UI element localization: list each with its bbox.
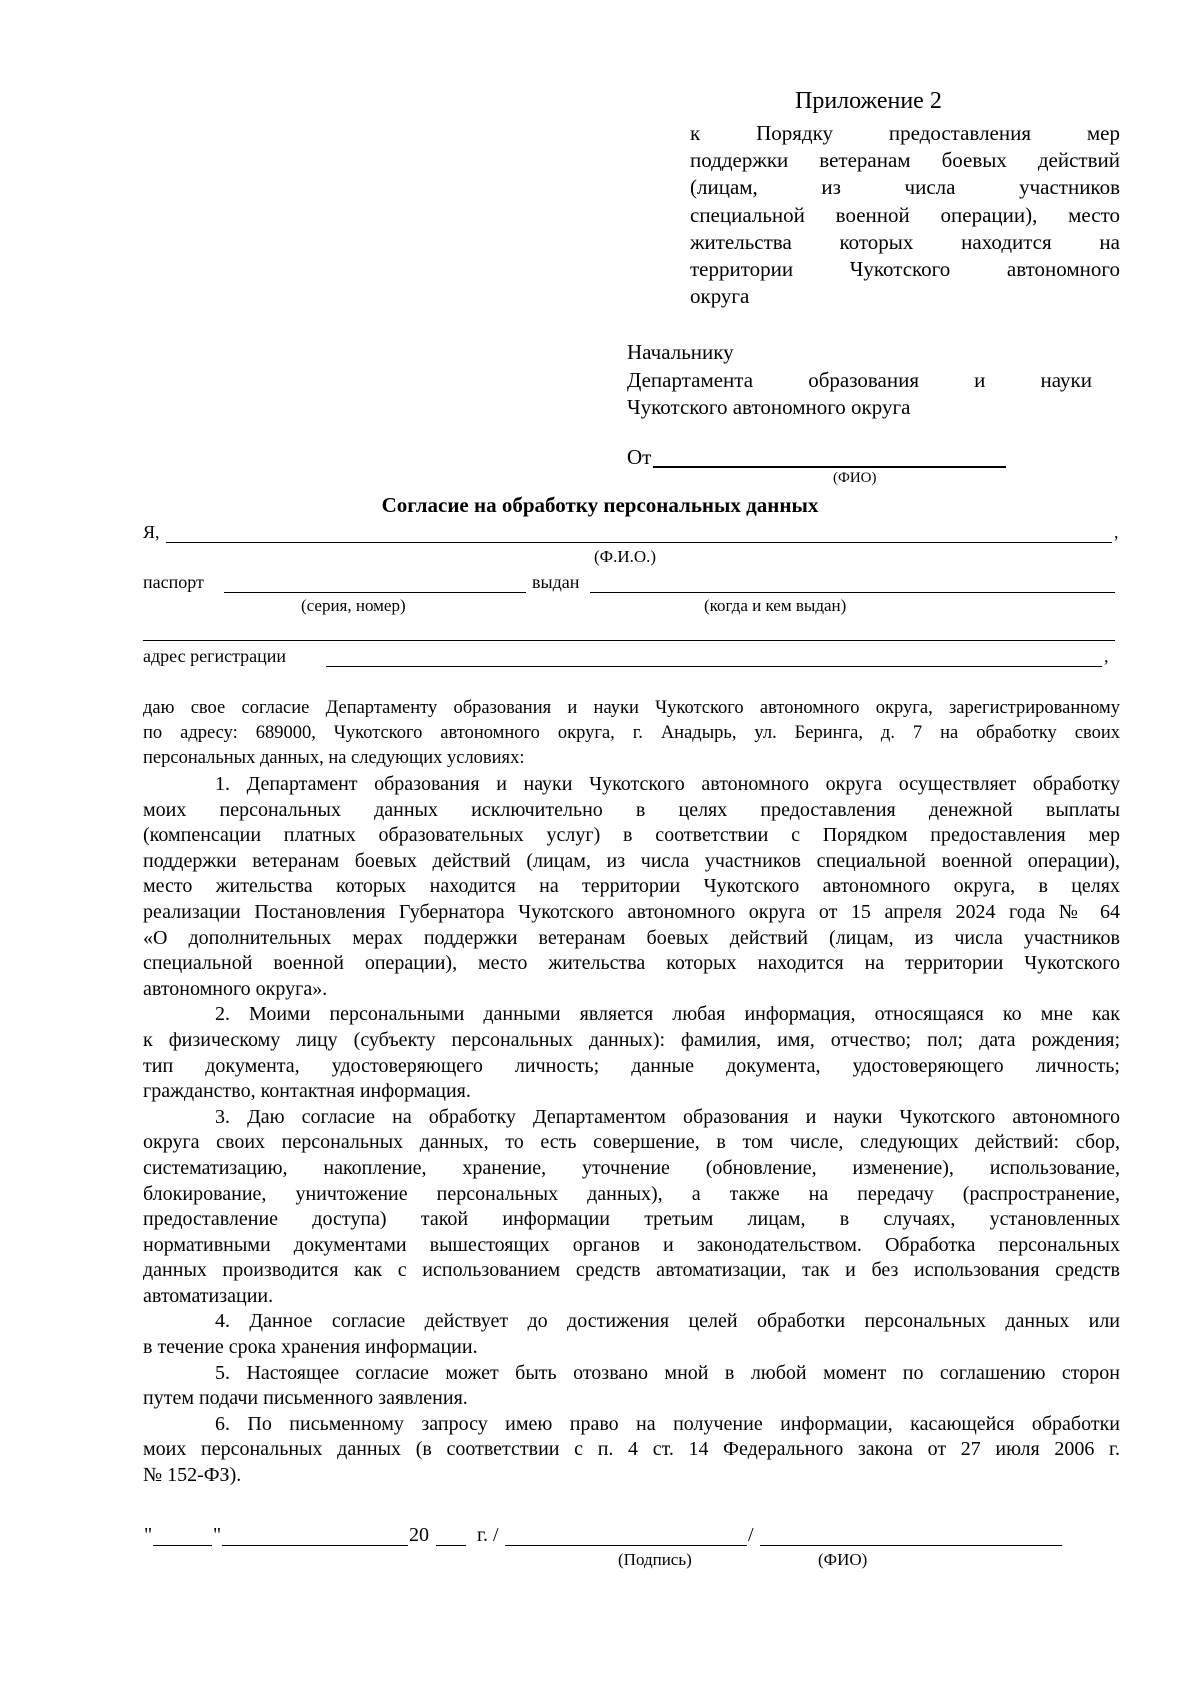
date-day-field[interactable] bbox=[153, 1545, 212, 1546]
annex-reference bbox=[690, 120, 1120, 310]
issued-label: выдан bbox=[532, 572, 580, 592]
i-label: Я, bbox=[143, 522, 160, 542]
signature-caption: (Подпись) bbox=[618, 1550, 692, 1569]
intro-line: по адресу: 689000, Чукотского автономного округа, г. Анадырь, ул. Беринга, д. 7 на обработку своих bbox=[143, 722, 1120, 743]
clause-line: округа своих персональных данных, то есть совершение, в том числе, следующих действий: сбор, bbox=[143, 1131, 1120, 1154]
date-quote-open: " bbox=[144, 1524, 153, 1546]
clause-line: 2. Моими персональными данными является любая информация, относящаяся ко мне как bbox=[215, 1003, 1120, 1026]
clause-line: «О дополнительных мерах поддержки ветеранам боевых действий (лицам, из числа участников bbox=[143, 926, 1120, 949]
address-field[interactable] bbox=[326, 666, 1102, 667]
intro-line: даю свое согласие Департаменту образования и науки Чукотского автономного округа, зарегистрированному bbox=[143, 698, 1120, 718]
date-year-field[interactable] bbox=[436, 1545, 466, 1546]
signature-field[interactable] bbox=[505, 1545, 747, 1546]
date-year-prefix: 20 bbox=[409, 1524, 429, 1546]
clause-line: тип документа, удостоверяющего личность; данные документа, удостоверяющего личность; bbox=[143, 1054, 1120, 1077]
clause-line: нормативными документами вышестоящих органов и законодательством. Обработка персональных bbox=[143, 1233, 1120, 1256]
clause-line: моих персональных данных (в соответствии с п. 4 ст. 14 Федерального закона от 27 июля 2006 г. bbox=[143, 1438, 1120, 1461]
date-year-suffix: г. / bbox=[477, 1524, 499, 1546]
addressee-line: Начальнику bbox=[627, 340, 734, 364]
annex-line: округа bbox=[690, 284, 750, 309]
from-label: От bbox=[627, 445, 652, 469]
address-comma: , bbox=[1104, 646, 1109, 666]
fio-comma: , bbox=[1114, 522, 1119, 542]
clauses-list bbox=[143, 772, 1120, 1489]
signature-slash: / bbox=[748, 1524, 754, 1546]
clause-line: гражданство, контактная информация. bbox=[143, 1080, 471, 1103]
annex-line: поддержки ветеранам боевых действий bbox=[690, 148, 1120, 173]
annex-line: (лицам, из числа участников bbox=[690, 175, 1120, 200]
clause-line: место жительства которых находится на территории Чукотского автономного округа, в целях bbox=[143, 875, 1120, 898]
from-fio-caption: (ФИО) bbox=[833, 470, 877, 486]
clause-line: 6. По письменному запросу имею право на получение информации, касающейся обработки bbox=[215, 1412, 1120, 1435]
clause-line: (компенсации платных образовательных услуг) в соответствии с Порядком предоставления мер bbox=[143, 824, 1120, 847]
clause-line: данных производится как с использованием средств автоматизации, так и без использования средств bbox=[143, 1259, 1120, 1282]
fio-field[interactable] bbox=[166, 542, 1112, 543]
passport-label: паспорт bbox=[143, 572, 204, 592]
clause-line: 4. Данное согласие действует до достижения целей обработки персональных данных или bbox=[215, 1310, 1120, 1333]
annex-line: специальной военной операции), место bbox=[690, 202, 1120, 227]
date-quote-close: " bbox=[213, 1524, 222, 1546]
intro-paragraph bbox=[143, 696, 1120, 770]
clause-line: 1. Департамент образования и науки Чукотского автономного округа осуществляет обработку bbox=[215, 773, 1120, 795]
address-label: адрес регистрации bbox=[143, 646, 287, 666]
passport-number-field[interactable] bbox=[224, 592, 526, 593]
clause-1 bbox=[143, 772, 1120, 1002]
clause-4 bbox=[143, 1309, 1120, 1360]
clause-line: 5. Настоящее согласие может быть отозвано мной в любой момент по соглашению сторон bbox=[215, 1361, 1120, 1384]
fio-caption: (Ф.И.О.) bbox=[594, 547, 657, 566]
clause-line: № 152-ФЗ). bbox=[143, 1464, 242, 1487]
passport-issued-field[interactable] bbox=[590, 592, 1115, 593]
annex-line: к Порядку предоставления мер bbox=[690, 121, 1120, 145]
series-caption: (серия, номер) bbox=[301, 596, 406, 615]
clause-line: блокирование, уничтожение персональных данных), а также на передачу (распространение, bbox=[143, 1182, 1120, 1205]
clause-line: к физическому лицу (субъекту персональных данных): фамилия, имя, отчество; пол; дата рождения; bbox=[143, 1028, 1120, 1051]
clause-line: путем подачи письменного заявления. bbox=[143, 1387, 468, 1410]
document-title: Согласие на обработку персональных данных bbox=[381, 493, 819, 517]
addressee-block bbox=[627, 339, 1092, 422]
addressee-line: Департамента образования и науки bbox=[627, 367, 1092, 392]
from-fio-field[interactable] bbox=[653, 466, 1006, 468]
clause-line: моих персональных данных исключительно в целях предоставления денежной выплаты bbox=[143, 798, 1120, 821]
clause-line: 3. Даю согласие на обработку Департаментом образования и науки Чукотского автономного bbox=[215, 1105, 1120, 1128]
annex-title: Приложение 2 bbox=[795, 88, 942, 114]
clause-line: поддержки ветеранам боевых действий (лицам, из числа участников специальной военной операции), bbox=[143, 849, 1120, 872]
passport-issued-continuation-field[interactable] bbox=[143, 640, 1115, 641]
clause-line: автономного округа». bbox=[143, 977, 328, 1000]
addressee-line: Чукотского автономного округа bbox=[627, 395, 911, 419]
clause-line: в течение срока хранения информации. bbox=[143, 1336, 478, 1359]
clause-line: автоматизации. bbox=[143, 1284, 274, 1307]
clause-6 bbox=[143, 1412, 1120, 1489]
clause-5 bbox=[143, 1361, 1120, 1412]
issued-caption: (когда и кем выдан) bbox=[704, 596, 847, 615]
date-month-field[interactable] bbox=[222, 1545, 408, 1546]
annex-line: территории Чукотского автономного bbox=[690, 257, 1120, 282]
clause-2 bbox=[143, 1002, 1120, 1104]
signature-fio-field[interactable] bbox=[760, 1545, 1062, 1546]
clause-line: реализации Постановления Губернатора Чукотского автономного округа от 15 апреля 2024 года № 64 bbox=[143, 900, 1120, 923]
clause-3 bbox=[143, 1105, 1120, 1310]
annex-line: жительства которых находится на bbox=[690, 229, 1120, 254]
intro-line: персональных данных, на следующих условиях: bbox=[143, 747, 525, 768]
clause-line: предоставление доступа) такой информации третьим лицам, в случаях, установленных bbox=[143, 1208, 1120, 1231]
signature-fio-caption: (ФИО) bbox=[818, 1550, 868, 1569]
clause-line: специальной военной операции), место жительства которых находится на территории Чукотского bbox=[143, 952, 1120, 975]
clause-line: систематизацию, накопление, хранение, уточнение (обновление, изменение), использование, bbox=[143, 1156, 1120, 1179]
